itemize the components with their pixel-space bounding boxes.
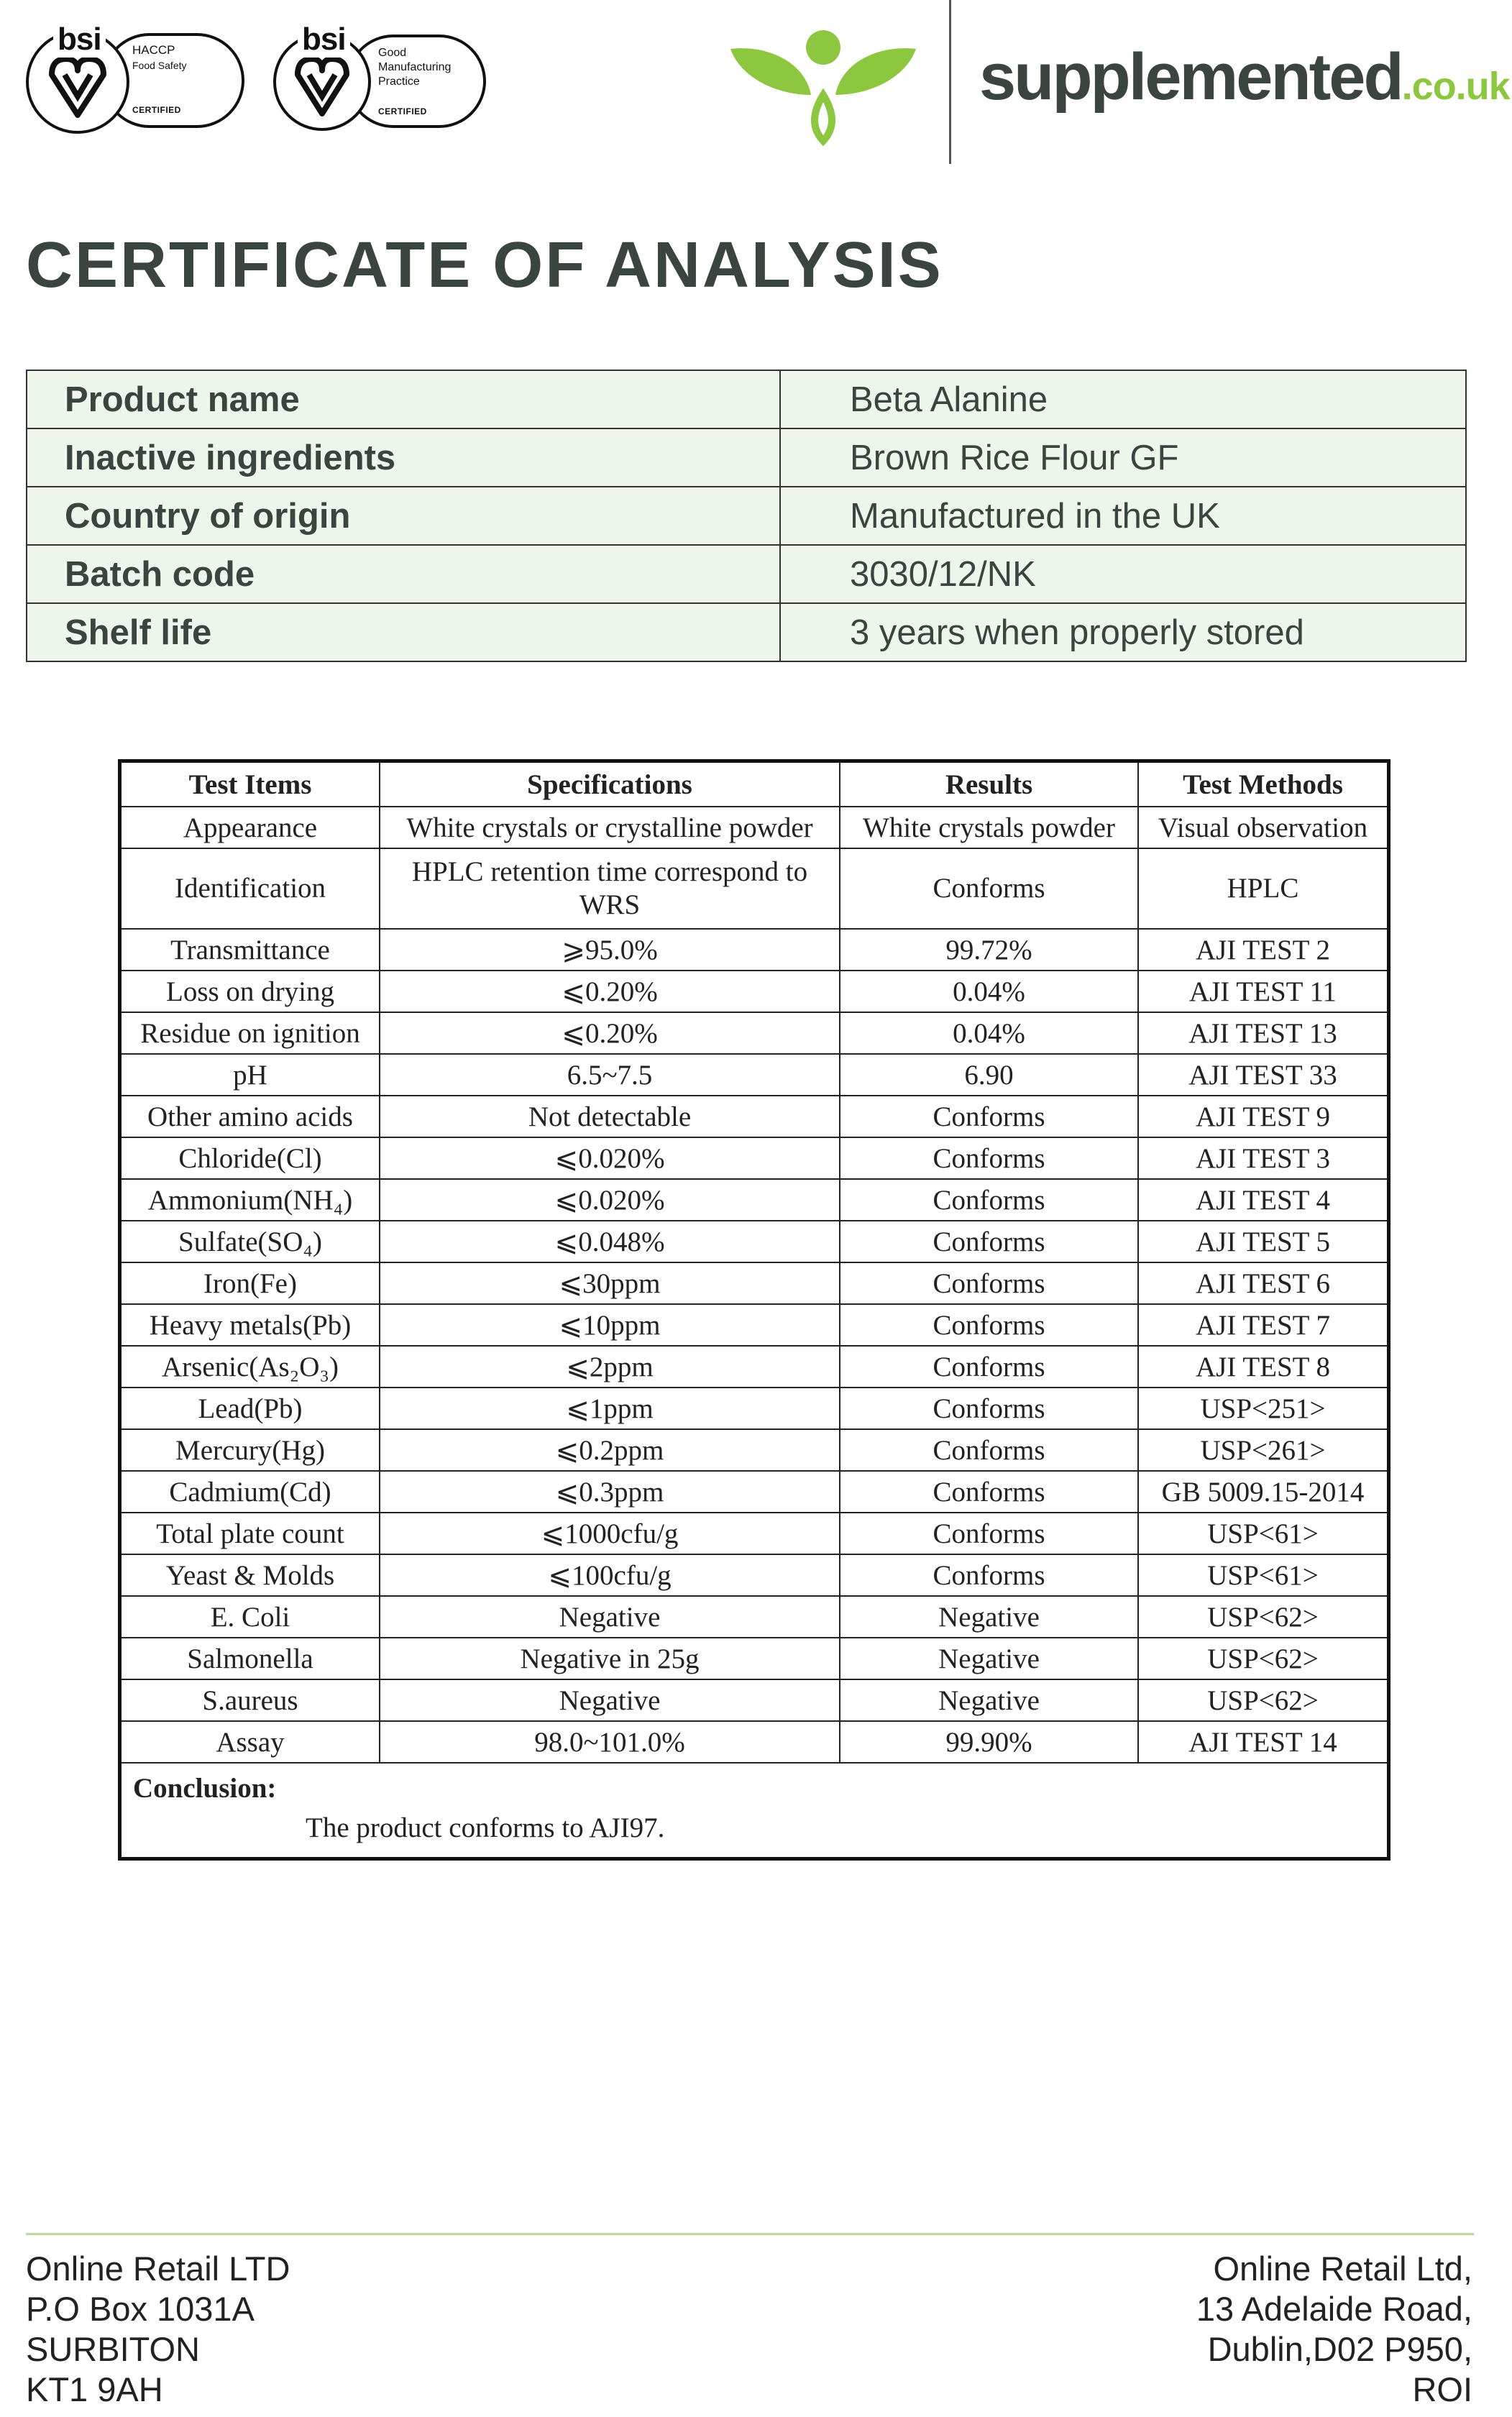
info-value: Brown Rice Flour GF xyxy=(780,428,1466,487)
address-line: Online Retail Ltd, xyxy=(1213,2249,1472,2288)
specification-cell: ⩽0.3ppm xyxy=(380,1471,840,1513)
test-item-cell: Identification xyxy=(120,848,380,929)
column-header: Specifications xyxy=(380,761,840,807)
test-method-cell: AJI TEST 8 xyxy=(1138,1346,1389,1388)
table-row xyxy=(120,1679,1389,1721)
specification-cell: ⩽30ppm xyxy=(380,1262,840,1304)
test-item-cell: Ammonium(NH₄) xyxy=(120,1179,380,1221)
badge-status: CERTIFIED xyxy=(378,106,427,116)
test-item-cell: Heavy metals(Pb) xyxy=(120,1304,380,1346)
footer-divider xyxy=(26,2233,1474,2235)
brand-wordmark xyxy=(979,40,1510,115)
result-cell: Conforms xyxy=(840,1388,1138,1429)
haccp-certification-badge xyxy=(24,24,247,135)
address-line: ROI xyxy=(1412,2370,1472,2408)
info-label: Inactive ingredients xyxy=(27,428,780,487)
badge-mark-text: bsi xyxy=(53,22,106,58)
test-method-cell: USP<251> xyxy=(1138,1388,1389,1429)
specification-cell: ⩽1000cfu/g xyxy=(380,1513,840,1554)
table-row xyxy=(120,1304,1389,1346)
result-cell: 0.04% xyxy=(840,1012,1138,1054)
specification-cell: ⩽0.020% xyxy=(380,1179,840,1221)
table-row xyxy=(27,428,1466,487)
test-method-cell: USP<61> xyxy=(1138,1513,1389,1554)
specification-cell: ⩽0.2ppm xyxy=(380,1429,840,1471)
ireland-address xyxy=(1196,2249,1472,2410)
test-item-cell: Cadmium(Cd) xyxy=(120,1471,380,1513)
specification-cell: ⩽2ppm xyxy=(380,1346,840,1388)
badge-line-2: Manufacturing xyxy=(378,61,452,73)
test-method-cell: AJI TEST 13 xyxy=(1138,1012,1389,1054)
table-header-row xyxy=(120,761,1389,807)
table-row xyxy=(120,1554,1389,1596)
specification-cell: HPLC retention time correspond to WRS xyxy=(380,848,840,929)
address-line: P.O Box 1031A xyxy=(26,2290,255,2328)
table-row xyxy=(120,1721,1389,1763)
specification-cell: ⩽0.20% xyxy=(380,971,840,1012)
table-row xyxy=(120,971,1389,1012)
table-row xyxy=(120,1096,1389,1137)
test-method-cell: AJI TEST 7 xyxy=(1138,1304,1389,1346)
test-method-cell: AJI TEST 3 xyxy=(1138,1137,1389,1179)
specification-cell: ⩽1ppm xyxy=(380,1388,840,1429)
test-method-cell: AJI TEST 5 xyxy=(1138,1221,1389,1262)
test-item-cell: E. Coli xyxy=(120,1596,380,1638)
specification-cell: ⩽10ppm xyxy=(380,1304,840,1346)
result-cell: 0.04% xyxy=(840,971,1138,1012)
address-line: SURBITON xyxy=(26,2330,200,2368)
test-item-cell: Chloride(Cl) xyxy=(120,1137,380,1179)
result-cell: Conforms xyxy=(840,1513,1138,1554)
specification-cell: ⩽100cfu/g xyxy=(380,1554,840,1596)
result-cell: Conforms xyxy=(840,1554,1138,1596)
result-cell: Conforms xyxy=(840,1471,1138,1513)
badge-line-1: HACCP xyxy=(132,43,175,57)
badge-line-1: Good xyxy=(378,47,407,59)
test-item-cell: Total plate count xyxy=(120,1513,380,1554)
test-item-cell: Loss on drying xyxy=(120,971,380,1012)
specification-cell: Negative xyxy=(380,1596,840,1638)
result-cell: Conforms xyxy=(840,1096,1138,1137)
result-cell: Conforms xyxy=(840,1221,1138,1262)
info-label: Shelf life xyxy=(27,603,780,661)
test-method-cell: HPLC xyxy=(1138,848,1389,929)
brand-name-text: supplemented xyxy=(979,40,1402,114)
test-method-cell: Visual observation xyxy=(1138,807,1389,848)
test-item-cell: Mercury(Hg) xyxy=(120,1429,380,1471)
test-item-cell: Transmittance xyxy=(120,929,380,971)
brand-divider xyxy=(949,0,951,164)
specification-cell: White crystals or crystalline powder xyxy=(380,807,840,848)
table-row xyxy=(120,1221,1389,1262)
test-method-cell: AJI TEST 6 xyxy=(1138,1262,1389,1304)
supplemented-leaf-logo-icon xyxy=(726,20,920,150)
address-line: 13 Adelaide Road, xyxy=(1196,2290,1472,2328)
test-item-cell: Arsenic(As₂O₃) xyxy=(120,1346,380,1388)
table-row xyxy=(120,1513,1389,1554)
table-row xyxy=(120,807,1389,848)
test-method-cell: USP<62> xyxy=(1138,1638,1389,1679)
info-value: Manufactured in the UK xyxy=(780,487,1466,545)
info-label: Country of origin xyxy=(27,487,780,545)
specification-cell: ⩽0.20% xyxy=(380,1012,840,1054)
column-header: Test Items xyxy=(120,761,380,807)
table-row xyxy=(120,1137,1389,1179)
info-value: 3030/12/NK xyxy=(780,545,1466,603)
address-line: Dublin,D02 P950, xyxy=(1207,2330,1472,2368)
header xyxy=(0,0,1512,165)
test-method-cell: USP<62> xyxy=(1138,1596,1389,1638)
table-row xyxy=(120,1179,1389,1221)
badge-line-3: Practice xyxy=(378,75,420,88)
address-line: Online Retail LTD xyxy=(26,2249,290,2288)
result-cell: Conforms xyxy=(840,1429,1138,1471)
info-value: 3 years when properly stored xyxy=(780,603,1466,661)
specification-cell: ⩾95.0% xyxy=(380,929,840,971)
table-row xyxy=(120,1429,1389,1471)
table-row xyxy=(120,848,1389,929)
table-row xyxy=(120,1346,1389,1388)
test-method-cell: GB 5009.15-2014 xyxy=(1138,1471,1389,1513)
badge-status: CERTIFIED xyxy=(132,105,181,115)
table-row xyxy=(27,603,1466,661)
test-method-cell: AJI TEST 33 xyxy=(1138,1054,1389,1096)
test-item-cell: Other amino acids xyxy=(120,1096,380,1137)
test-method-cell: USP<261> xyxy=(1138,1429,1389,1471)
table-row xyxy=(120,1388,1389,1429)
conclusion-text: The product conforms to AJI97. xyxy=(306,1812,665,1843)
result-cell: White crystals powder xyxy=(840,807,1138,848)
table-row xyxy=(27,545,1466,603)
specification-cell: 6.5~7.5 xyxy=(380,1054,840,1096)
column-header: Results xyxy=(840,761,1138,807)
test-item-cell: Iron(Fe) xyxy=(120,1262,380,1304)
gmp-certification-badge xyxy=(273,24,489,135)
table-row xyxy=(120,1054,1389,1096)
test-item-cell: Sulfate(SO₄) xyxy=(120,1221,380,1262)
table-row xyxy=(27,487,1466,545)
uk-address xyxy=(26,2249,290,2410)
specification-cell: Not detectable xyxy=(380,1096,840,1137)
result-cell: Conforms xyxy=(840,1137,1138,1179)
info-label: Product name xyxy=(27,370,780,428)
result-cell: Conforms xyxy=(840,1262,1138,1304)
test-method-cell: AJI TEST 14 xyxy=(1138,1721,1389,1763)
conclusion-label: Conclusion: xyxy=(133,1773,277,1804)
result-cell: Conforms xyxy=(840,1179,1138,1221)
result-cell: 99.90% xyxy=(840,1721,1138,1763)
result-cell: Conforms xyxy=(840,848,1138,929)
page-title: CERTIFICATE OF ANALYSIS xyxy=(26,229,943,301)
column-header: Test Methods xyxy=(1138,761,1389,807)
test-item-cell: Yeast & Molds xyxy=(120,1554,380,1596)
table-row xyxy=(120,1471,1389,1513)
test-method-cell: USP<61> xyxy=(1138,1554,1389,1596)
specification-cell: ⩽0.020% xyxy=(380,1137,840,1179)
info-label: Batch code xyxy=(27,545,780,603)
specification-cell: 98.0~101.0% xyxy=(380,1721,840,1763)
result-cell: Negative xyxy=(840,1679,1138,1721)
table-row xyxy=(120,1262,1389,1304)
address-line: KT1 9AH xyxy=(26,2370,163,2408)
table-row xyxy=(120,1596,1389,1638)
specification-cell: Negative xyxy=(380,1679,840,1721)
test-item-cell: S.aureus xyxy=(120,1679,380,1721)
badge-line-2: Food Safety xyxy=(132,60,187,71)
result-cell: 99.72% xyxy=(840,929,1138,971)
test-item-cell: pH xyxy=(120,1054,380,1096)
test-method-cell: AJI TEST 4 xyxy=(1138,1179,1389,1221)
test-item-cell: Assay xyxy=(120,1721,380,1763)
result-cell: Conforms xyxy=(840,1346,1138,1388)
result-cell: Conforms xyxy=(840,1304,1138,1346)
test-method-cell: AJI TEST 9 xyxy=(1138,1096,1389,1137)
badge-mark-text: bsi xyxy=(298,22,350,58)
test-method-cell: AJI TEST 2 xyxy=(1138,929,1389,971)
result-cell: Negative xyxy=(840,1596,1138,1638)
result-cell: 6.90 xyxy=(840,1054,1138,1096)
result-cell: Negative xyxy=(840,1638,1138,1679)
test-item-cell: Residue on ignition xyxy=(120,1012,380,1054)
table-row xyxy=(120,929,1389,971)
conclusion-row xyxy=(120,1763,1389,1859)
test-method-cell: AJI TEST 11 xyxy=(1138,971,1389,1012)
specification-cell: Negative in 25g xyxy=(380,1638,840,1679)
table-row xyxy=(120,1638,1389,1679)
product-info-table xyxy=(26,370,1467,662)
table-row xyxy=(27,370,1466,428)
info-value: Beta Alanine xyxy=(780,370,1466,428)
test-item-cell: Salmonella xyxy=(120,1638,380,1679)
brand-tld-text: .co.uk xyxy=(1401,65,1510,108)
test-item-cell: Appearance xyxy=(120,807,380,848)
test-method-cell: USP<62> xyxy=(1138,1679,1389,1721)
table-row xyxy=(120,1012,1389,1054)
specification-cell: ⩽0.048% xyxy=(380,1221,840,1262)
conclusion-cell xyxy=(120,1763,1389,1859)
analysis-table xyxy=(118,759,1390,1861)
test-item-cell: Lead(Pb) xyxy=(120,1388,380,1429)
